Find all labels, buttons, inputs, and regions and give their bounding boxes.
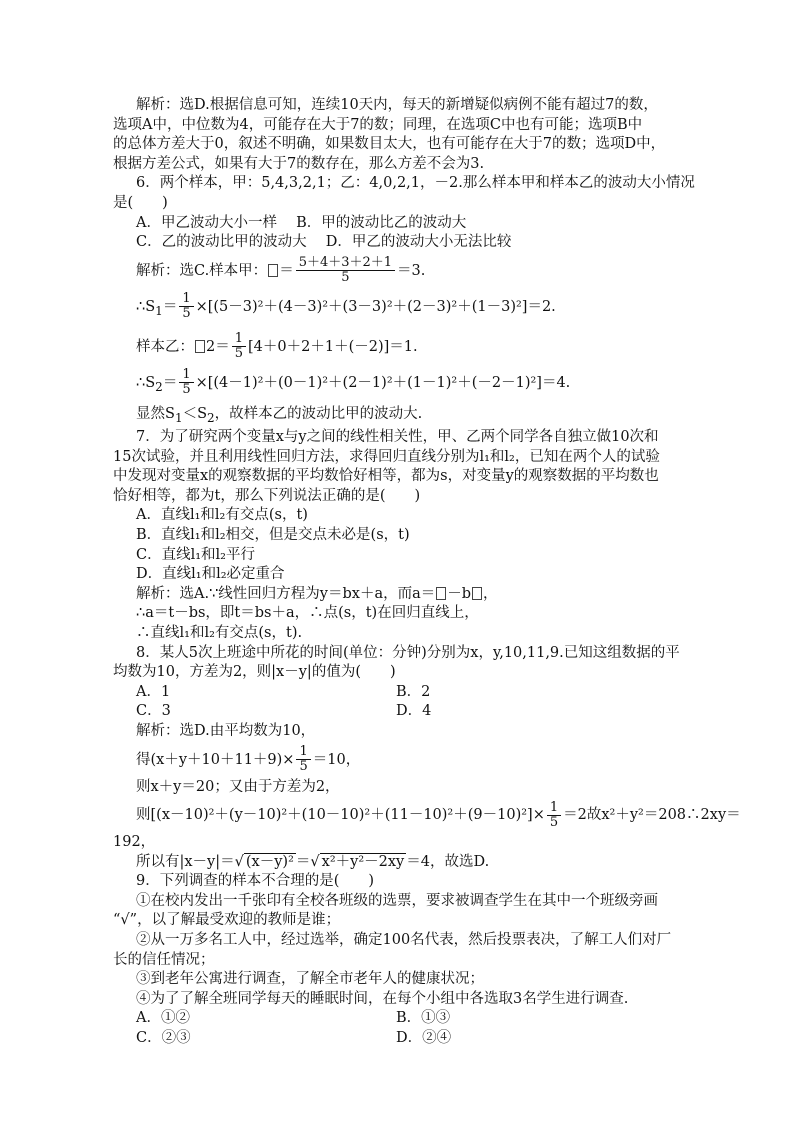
document-page xyxy=(113,96,741,1049)
fraction: $\frac{1}{5}$ xyxy=(232,332,246,361)
fraction: $\frac{1}{5}$ xyxy=(547,801,561,830)
question-7 xyxy=(113,428,683,644)
option-row xyxy=(113,702,683,722)
option-row xyxy=(113,1009,683,1029)
solution-line: 则x＋y＝20；又由于方差为2， xyxy=(136,778,340,795)
fraction: $\frac{1}{5}$ xyxy=(296,745,310,774)
solution-line: 样本乙： 2＝ $\frac{1}{5}$ [4＋0＋2＋1＋(－2)]＝1. xyxy=(136,331,418,362)
question-8 xyxy=(113,644,741,873)
xbar-symbol-icon xyxy=(268,264,278,277)
question-stem: 恰好相等，都为t，那么下列说法正确的是( ) xyxy=(113,487,421,504)
question-stem: 8．某人5次上班途中所花的时间(单位：分钟)分别为x，y,10,11,9.已知这组数据的平 xyxy=(136,644,680,661)
question-stem: 中发现对变量x的观察数据的平均数恰好相等，都为s，对变量y的观察数据的平均数也 xyxy=(113,468,659,485)
question-stem: 15次试验，并且利用线性回归方法，求得回归直线分别为l₁和l₂，已知在两个人的试验 xyxy=(113,448,660,465)
solution-line: ∴a＝t－bs，即t＝bs＋a，∴点(s，t)在回归直线上， xyxy=(136,605,479,622)
solution-line: $\therefore S_1=$ $\frac{1}{5}$ ×[(5－3)²＋(4－3)²＋(3－3)²＋(2－3)²＋(1－3)²]＝2. xyxy=(136,291,556,322)
option-b: B．直线l₁和l₂相交，但是交点未必是(s，t) xyxy=(136,526,410,543)
question-stem: 9．下列调查的样本不合理的是( ) xyxy=(136,873,375,890)
option-b: B．2 xyxy=(396,683,431,700)
solution-line: 解析：选C.样本甲： ＝ $\frac{5+4+3+2+1}{5}$ ＝3. xyxy=(136,255,426,286)
solution-line: 解析：选A.∵线性回归方程为y＝bx＋a，而a＝ －b ， xyxy=(136,585,498,602)
text-line: 根据方差公式，如果有大于7的数存在，那么方差不会为3. xyxy=(113,155,485,172)
question-stem: 7．为了研究两个变量x与y之间的线性相关性，甲、乙两个同学各自独立做10次和 xyxy=(136,429,659,446)
solution-line: $\therefore S_2=$ $\frac{1}{5}$ ×[(4－1)²＋(0－1)²＋(2－1)²＋(1－1)²＋(－2－1)²]＝4. xyxy=(136,367,571,398)
solution-line: 所以有|x－y|＝√ (x－y)² ＝√ x²＋y²－2xy ＝4，故选D. xyxy=(136,853,490,870)
list-item: 长的信任情况； xyxy=(113,951,215,968)
solution-line: ∴直线l₁和l₂有交点(s，t). xyxy=(136,624,303,641)
option-a: A．甲乙波动大小一样 xyxy=(136,214,277,231)
option-d: D．②④ xyxy=(396,1030,452,1047)
option-d: D．直线l₁和l₂必定重合 xyxy=(136,566,285,583)
option-b: B．①③ xyxy=(396,1010,451,1027)
option-a: A．①② xyxy=(136,1010,190,1027)
option-a: A．1 xyxy=(136,683,171,700)
option-b: B．甲的波动比乙的波动大 xyxy=(296,214,467,231)
solution-line: 192， xyxy=(113,834,156,851)
solution-line: 则[(x－10)²＋(y－10)²＋(10－10)²＋(11－10)²＋(9－10)²]× $\frac{1}{5}$ ＝2故x²＋y²＝208∴2xy＝ xyxy=(136,799,741,830)
solution-line: 显然$S_1<S_2$，故样本乙的波动比甲的波动大. xyxy=(136,405,423,425)
fraction: $\frac{5+4+3+2+1}{5}$ xyxy=(296,256,395,285)
list-item: ①在校内发出一千张印有全校各班级的选票，要求被调查学生在其中一个班级旁画 xyxy=(136,892,658,909)
question-6 xyxy=(113,174,695,428)
option-row xyxy=(113,214,683,234)
list-item: “√”，以了解最受欢迎的教师是谁； xyxy=(113,912,341,929)
option-a: A．直线l₁和l₂有交点(s，t) xyxy=(136,507,308,524)
option-c: C．直线l₁和l₂平行 xyxy=(136,546,255,563)
list-item: ③到老年公寓进行调查，了解全市老年人的健康状况； xyxy=(136,971,484,988)
fraction: $\frac{1}{5}$ xyxy=(179,368,193,397)
solution-line: 得(x＋y＋10＋11＋9)× $\frac{1}{5}$ ＝10， xyxy=(136,744,361,775)
option-row xyxy=(113,233,683,253)
question-stem: 均数为10，方差为2，则|x－y|的值为( ) xyxy=(113,664,396,681)
q5-solution xyxy=(113,96,683,174)
option-c: C．②③ xyxy=(136,1030,191,1047)
sqrt-expression: x²＋y²－2xy xyxy=(321,853,405,870)
question-9 xyxy=(113,872,683,1048)
option-c: C．乙的波动比甲的波动大 xyxy=(136,234,307,251)
option-row xyxy=(113,683,683,703)
xbar-symbol-icon xyxy=(472,587,482,600)
option-c: C．3 xyxy=(136,703,171,720)
text-line: 的总体方差大于0，叙述不明确，如果数目太大，也有可能存在大于7的数；选项D中， xyxy=(113,136,666,153)
fraction: $\frac{1}{5}$ xyxy=(179,292,193,321)
option-d: D．4 xyxy=(396,703,432,720)
question-stem: 是( ) xyxy=(113,194,168,211)
text-line: 选项A中，中位数为4，可能存在大于7的数；同理，在选项C中也有可能；选项B中 xyxy=(113,116,643,133)
solution-line: 解析：选D.由平均数为10， xyxy=(136,722,316,739)
xbar-symbol-icon xyxy=(195,340,205,353)
ybar-symbol-icon xyxy=(436,587,446,600)
text-line: 解析：选D.根据信息可知，连续10天内，每天的新增疑似病例不能有超过7的数， xyxy=(136,97,658,113)
option-row xyxy=(113,1029,683,1049)
sqrt-expression: (x－y)² xyxy=(245,853,294,870)
list-item: ②从一万多名工人中，经过选举，确定100名代表，然后投票表决，了解工人们对厂 xyxy=(136,932,672,949)
list-item: ④为了了解全班同学每天的睡眠时间，在每个小组中各选取3名学生进行调查. xyxy=(136,990,629,1007)
option-d: D．甲乙的波动大小无法比较 xyxy=(325,234,512,251)
question-stem: 6．两个样本，甲：5,4,3,2,1；乙：4,0,2,1，－2.那么样本甲和样本乙的波动大小情况 xyxy=(136,175,695,192)
